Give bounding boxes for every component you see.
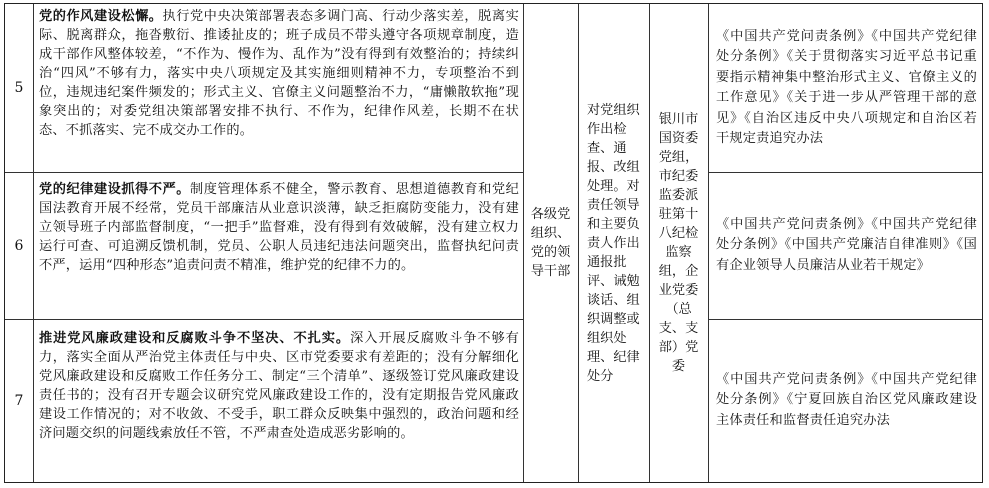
responsibility-table — [4, 3, 983, 483]
issue-title: 党的作风建设松懈。 — [39, 9, 163, 24]
row-number: 7 — [14, 392, 24, 409]
row-number: 6 — [14, 237, 24, 254]
issue-title: 党的纪律建设抓得不严。 — [39, 182, 190, 197]
issue-text: 深入开展反腐败斗争不够有力，落实全面从严治党主体责任与中央、区市党委要求有差距的；没有分解细化党风廉政建设和反腐败工作任务分工、制定“三个清单”、逐级签订党风廉政建设责任书的；没有召开专题会议研究党风廉政建设工作的，没有定期报告党风廉政建设工作情况的；对不收敛、不受手，职工群众反映集中强烈的，政治问题和经济问题交织的问题线索放任不管，不严肃查处造成恶劣影响的。 — [39, 331, 519, 441]
issue-description — [33, 172, 523, 319]
issue-description — [33, 4, 523, 172]
issue-description — [33, 319, 523, 482]
accountability-method — [578, 4, 649, 482]
issue-text: 制度管理体系不健全，警示教育、思想道德教育和党纪国法教育开展不经常，党员干部廉洁从业意识淡薄，缺乏拒腐防变能力，没有建立领导班子内部监督制度，“一把手”监督难，没有得到有效破解，没有建立权力运行可查、可追溯反馈机制，党员、公职人员违纪违法问题突出，监督执纪问责不严，运用“四种形态”追责问责不精准，维护党的纪律不力的。 — [39, 182, 519, 273]
accountability-basis — [708, 172, 982, 319]
method-text: 对党组织作出检查、通报、改组处理。对责任领导和主要负责人作出通报批评、诫勉谈话、组织调整或组织处理、纪律处分 — [587, 102, 640, 384]
organ-text: 银川市国资委党组，市纪委监委派驻第十八纪检监察组，企业党委（总支、支部）党委 — [658, 112, 699, 374]
accountability-basis — [708, 4, 982, 172]
accountability-subject — [523, 4, 578, 482]
basis-text: 《中国共产党问责条例》《中国共产党纪律处分条例》《关于贯彻落实习近平总书记重要指示精神集中整治形式主义、官僚主义的工作意见》《关于进一步从严管理干部的意见》《自治区违反中央八项规定和自治区若干规定责追究办法 — [716, 28, 977, 146]
accountability-organ — [649, 4, 708, 482]
basis-text: 《中国共产党问责条例》《中国共产党纪律处分条例》《宁夏回族自治区党风廉政建设主体责任和监督责任追究办法 — [716, 371, 977, 428]
accountability-basis — [708, 319, 982, 482]
basis-text: 《中国共产党问责条例》《中国共产党纪律处分条例》《中国共产党廉洁自律准则》《国有企业领导人员廉洁从业若干规定》 — [716, 216, 977, 273]
subject-text: 各级党组织、党的领导干部 — [530, 207, 571, 279]
issue-title: 推进党风廉政建设和反腐败斗争不坚决、不扎实。 — [39, 331, 351, 346]
issue-text: 执行党中央决策部署表态多调门高、行动少落实差，脱离实际、脱离群众，拖沓敷衍、推诿扯皮的；班子成员不带头遵守各项规章制度，造成干部作风整体较差，“不作为、慢作为、乱作为”没有得到有效整治的；持续纠治“四风”不够有力，落实中央八项规定及其实施细则精神不力，专项整治不到位，违规违纪案件频发的；形式主义、官僚主义问题整治不力，“庸懒散软拖”现象突出的；对委党组决策部署安排不执行、不作为，纪律作风差，长期不在状态、不抓落实、完不成交办工作的。 — [39, 9, 519, 138]
row-number: 5 — [14, 80, 24, 96]
